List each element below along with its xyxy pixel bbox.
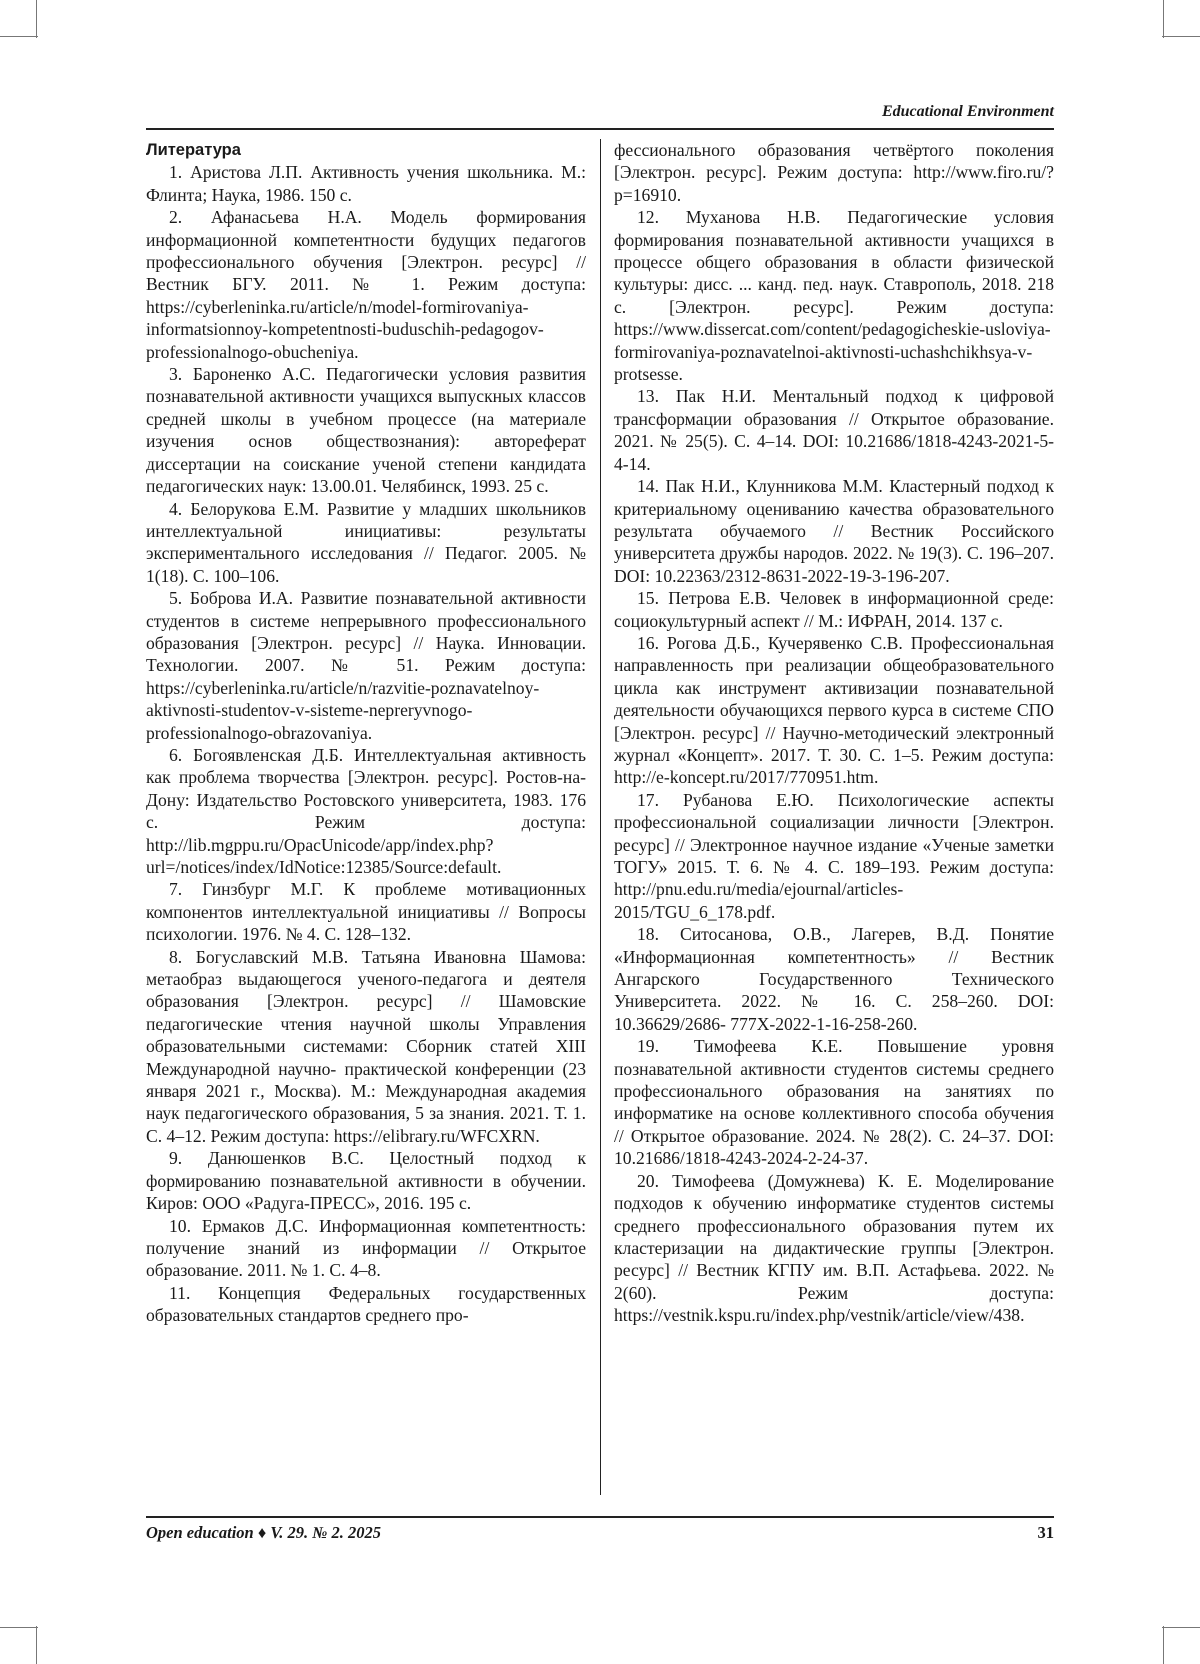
reference-item: 6. Богоявленская Д.Б. Интеллектуальная активность как проблема творчества [Электрон. ресурс]. Ростов-на-Дону: Издательство Ростовского университета, 1983. 176 с. Режим доступа: http://lib.mgppu.ru/OpacUnicode/app/index.php?url=/notices/index/IdNotice:12385/Source:default. bbox=[146, 744, 586, 877]
crop-mark bbox=[36, 0, 37, 38]
crop-mark bbox=[0, 36, 38, 37]
reference-item: 18. Ситосанова, О.В., Лагерев, В.Д. Понятие «Информационная компетентность» // Вестник Ангарского Государственного Технического Университета. 2022. № 16. С. 258–260. DOI: 10.36629/2686- 777X-2022-1-16-258-260. bbox=[614, 924, 1054, 1034]
reference-item: 11. Концепция Федеральных государственных образовательных стандартов среднего про- bbox=[146, 1282, 586, 1326]
reference-item: 5. Боброва И.А. Развитие познавательной активности студентов в системе непрерывного профессионального образования [Электрон. ресурс] // Наука. Инновации. Технологии. 2007. № 51. Режим доступа: https://cyberleninka.ru/article/n/razvitie-poznavatelnoy-aktivnosti-studentov-v-sisteme-nepreryvnogo-professionalnogo-obrazovaniya. bbox=[146, 588, 586, 743]
crop-mark bbox=[1162, 36, 1200, 37]
reference-item: 20. Тимофеева (Домужнева) К. Е. Моделирование подходов к обучению информатике студентов системы среднего профессионального образования путем их кластеризации на дидактические группы [Электрон. ресурс] // Вестник КГПУ им. В.П. Астафьева. 2022. № 2(60). Режим доступа: https://vestnik.kspu.ru/index.php/vestnik/article/view/438. bbox=[614, 1170, 1054, 1326]
reference-list-left bbox=[146, 161, 586, 1326]
reference-list-right bbox=[614, 206, 1054, 1326]
right-column bbox=[614, 139, 1054, 1509]
reference-item: 16. Рогова Д.Б., Кучерявенко С.В. Профессиональная направленность при реализации общеобразовательного цикла как инструмент активизации познавательной деятельности обучающихся первого курса в системе СПО [Электрон. ресурс] // Научно-методический электронный журнал «Концепт». 2017. Т. 30. С. 1–5. Режим доступа: http://e-koncept.ru/2017/770951.htm. bbox=[614, 632, 1054, 788]
reference-item: 10. Ермаков Д.С. Информационная компетентность: получение знаний из информации // Открытое образование. 2011. № 1. С. 4–8. bbox=[146, 1215, 586, 1281]
header-rule bbox=[146, 128, 1054, 130]
journal-footer: Open education ♦ V. 29. № 2. 2025 bbox=[146, 1523, 381, 1542]
reference-item: 17. Рубанова Е.Ю. Психологические аспекты профессиональной социализации личности [Электрон. ресурс] // Электронное научное издание «Ученые заметки ТОГУ» 2015. Т. 6. № 4. С. 189–193. Режим доступа: http://pnu.edu.ru/media/ejournal/articles-2015/TGU_6_178.pdf. bbox=[614, 789, 1054, 922]
section-title: Литература bbox=[146, 141, 241, 159]
reference-item: 19. Тимофеева К.Е. Повышение уровня познавательной активности студентов системы среднего профессионального образования на занятиях по информатике на основе коллективного способа обучения // Открытое образование. 2024. № 28(2). С. 24–37. DOI: 10.21686/1818-4243-2024-2-24-37. bbox=[614, 1036, 1054, 1169]
reference-item: 9. Данюшенков В.С. Целостный подход к формированию познавательной активности в обучении. Киров: ООО «Радуга-ПРЕСС», 2016. 195 с. bbox=[146, 1148, 586, 1214]
reference-item: 13. Пак Н.И. Ментальный подход к цифровой трансформации образования // Открытое образование. 2021. № 25(5). С. 4–14. DOI: 10.21686/1818-4243-2021-5-4-14. bbox=[614, 386, 1054, 474]
reference-item: 14. Пак Н.И., Клунникова М.М. Кластерный подход к критериальному оцениванию качества образовательного результата обучаемого // Вестник Российского университета дружбы народов. 2022. № 19(3). С. 196–207. DOI: 10.22363/2312-8631-2022-19-3-196-207. bbox=[614, 476, 1054, 586]
page-number: 31 bbox=[1037, 1523, 1054, 1542]
reference-item: 15. Петрова Е.В. Человек в информационной среде: социокультурный аспект // М.: ИФРАН, 2014. 137 с. bbox=[614, 588, 1054, 631]
reference-item: 1. Аристова Л.П. Активность учения школьника. М.: Флинта; Наука, 1986. 150 с. bbox=[146, 162, 586, 205]
reference-item: 3. Бароненко А.С. Педагогически условия развития познавательной активности учащихся выпускных классов средней школы в учебном процессе (на материале изучения основ обществознания): автореферат диссертации на соискание ученой степени кандидата педагогических наук: 13.00.01. Челябинск, 1993. 25 с. bbox=[146, 364, 586, 497]
reference-item: 12. Муханова Н.В. Педагогические условия формирования познавательной активности учащихся в процессе общего образования в области физической культуры: дисс. ... канд. пед. наук. Ставрополь, 2018. 218 с. [Электрон. ресурс]. Режим доступа: https://www.dissercat.com/content/pedagogicheskie-usloviya-formirovaniya-poznavatelnoi-aktivnosti-uchashchikhsya-v-protsesse. bbox=[614, 207, 1054, 385]
crop-mark bbox=[1163, 0, 1164, 38]
crop-mark bbox=[1162, 1627, 1200, 1628]
column-divider bbox=[600, 139, 601, 1495]
reference-item: 8. Богуславский М.В. Татьяна Ивановна Шамова: метаобраз выдающегося ученого-педагога и деятеля образования [Электрон. ресурс] // Шамовские педагогические чтения научной школы Управления образовательными системами: Сборник статей XIII Международной научно- практической конференции (23 января 2021 г., Москва). М.: Международная академия наук педагогического образования, 5 за знания. 2021. Т. 1. С. 4–12. Режим доступа: https://elibrary.ru/WFCXRN. bbox=[146, 946, 586, 1146]
crop-mark bbox=[1163, 1626, 1164, 1664]
footer-rule bbox=[146, 1516, 1054, 1518]
reference-item: 2. Афанасьева Н.А. Модель формирования информационной компетентности будущих педагогов профессионального обучения [Электрон. ресурс] // Вестник БГУ. 2011. № 1. Режим доступа: https://cyberleninka.ru/article/n/model-formirovaniya-informatsionnoy-kompetentnosti-buduschih-pedagogov-professionalnogo-obucheniya. bbox=[146, 207, 586, 362]
crop-mark bbox=[36, 1626, 37, 1664]
reference-continuation: фессионального образования четвёртого поколения [Электрон. ресурс]. Режим доступа: http://www.firo.ru/?p=16910. bbox=[614, 140, 1054, 205]
left-column bbox=[146, 139, 586, 1509]
running-title: Educational Environment bbox=[881, 103, 1054, 120]
reference-item: 4. Белорукова Е.М. Развитие у младших школьников интеллектуальной инициативы: результаты экспериментального исследования // Педагог. 2005. № 1(18). С. 100–106. bbox=[146, 498, 586, 586]
crop-mark bbox=[0, 1627, 38, 1628]
reference-item: 7. Гинзбург М.Г. К проблеме мотивационных компонентов интеллектуальной инициативы // Вопросы психологии. 1976. № 4. С. 128–132. bbox=[146, 879, 586, 945]
